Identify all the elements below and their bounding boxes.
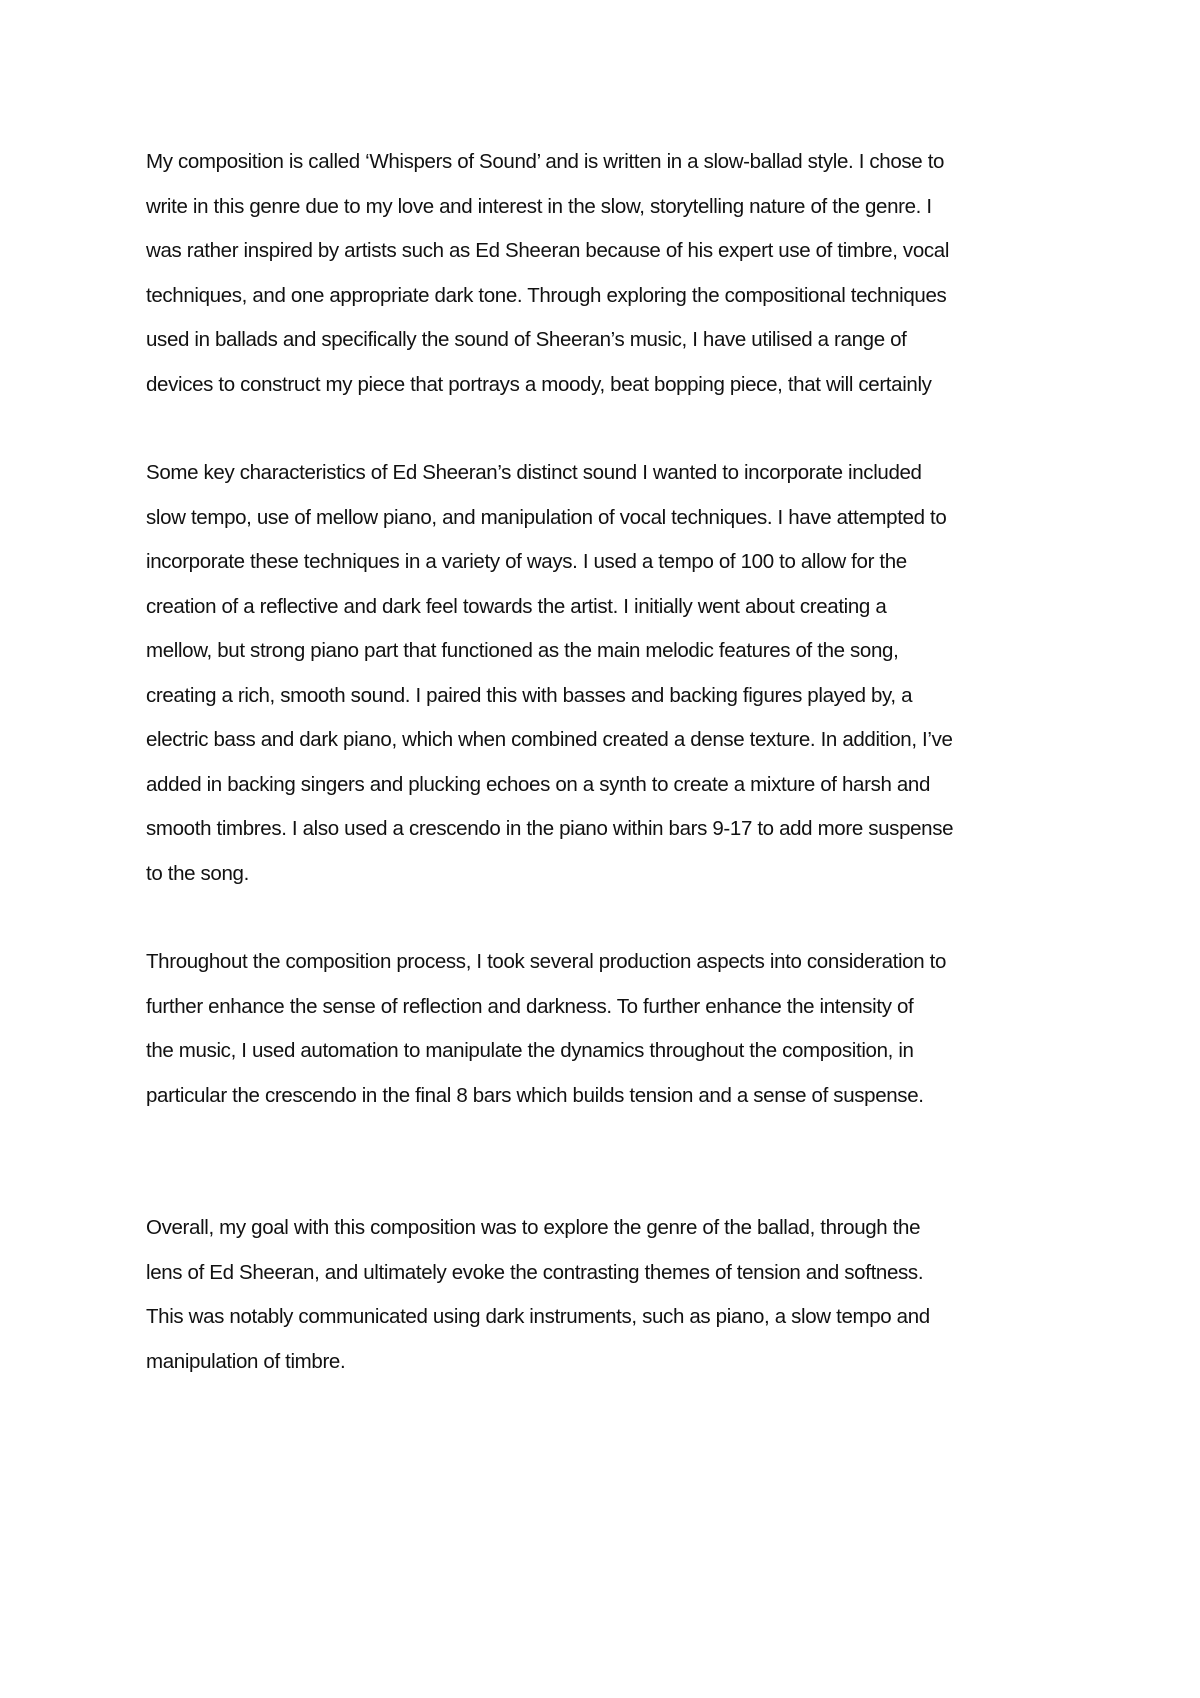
text-line: write in this genre due to my love and interest in the slow, storytelling nature of the genre. I: [146, 194, 932, 218]
text-line: Overall, my goal with this composition was to explore the genre of the ballad, through the: [146, 1216, 921, 1239]
text-line: techniques, and one appropriate dark tone. Through exploring the compositional techniques: [146, 283, 947, 307]
text-line: Some key characteristics of Ed Sheeran’s distinct sound I wanted to incorporate included: [146, 461, 922, 484]
text-line: electric bass and dark piano, which when combined created a dense texture. In addition, I’ve: [146, 728, 953, 751]
text-line: mellow, but strong piano part that functioned as the main melodic features of the song,: [146, 639, 899, 662]
paragraph-conclusion: [146, 1206, 1076, 1384]
text-line: My composition is called ‘Whispers of Sound’ and is written in a slow-ballad style. I chose to: [146, 150, 945, 173]
text-line: the music, I used automation to manipulate the dynamics throughout the composition, in: [146, 1039, 914, 1062]
paragraph-introduction: [146, 140, 1076, 407]
text-line: to the song.: [146, 861, 249, 885]
text-line: This was notably communicated using dark instruments, such as piano, a slow tempo and: [146, 1305, 930, 1328]
text-line: further enhance the sense of reflection and darkness. To further enhance the intensity of: [146, 994, 914, 1018]
text-line: smooth timbres. I also used a crescendo in the piano within bars 9-17 to add more suspense: [146, 817, 954, 840]
text-line: Throughout the composition process, I took several production aspects into consideration to: [146, 950, 947, 973]
text-line: incorporate these techniques in a variety of ways. I used a tempo of 100 to allow for the: [146, 550, 907, 573]
text-line: manipulation of timbre.: [146, 1349, 346, 1373]
text-line: added in backing singers and plucking echoes on a synth to create a mixture of harsh and: [146, 772, 931, 796]
text-line: slow tempo, use of mellow piano, and manipulation of vocal techniques. I have attempted to: [146, 505, 947, 529]
text-line: creation of a reflective and dark feel towards the artist. I initially went about creating a: [146, 594, 887, 618]
text-line: used in ballads and specifically the sound of Sheeran’s music, I have utilised a range of: [146, 328, 907, 351]
text-line: was rather inspired by artists such as Ed Sheeran because of his expert use of timbre, vocal: [146, 239, 950, 262]
paragraph-production: [146, 940, 1076, 1118]
text-line: lens of Ed Sheeran, and ultimately evoke the contrasting themes of tension and softness.: [146, 1260, 924, 1284]
paragraph-characteristics: [146, 451, 1076, 896]
text-line: particular the crescendo in the final 8 bars which builds tension and a sense of suspense.: [146, 1083, 924, 1107]
text-line: creating a rich, smooth sound. I paired this with basses and backing figures played by, a: [146, 683, 913, 707]
text-line: devices to construct my piece that portrays a moody, beat bopping piece, that will certainly: [146, 372, 932, 396]
